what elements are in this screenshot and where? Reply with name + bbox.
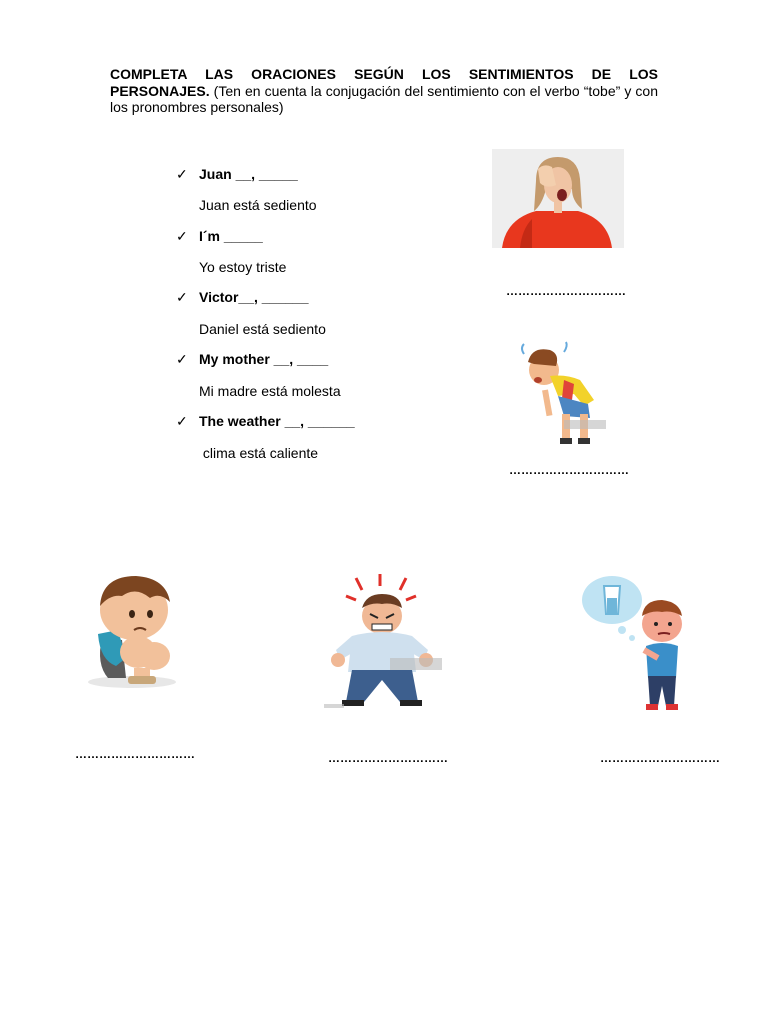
check-icon: ✓ — [176, 228, 188, 244]
answer-line: ………………………… — [509, 463, 629, 477]
item-prompt: My mother __, ____ — [199, 351, 329, 367]
instructions — [110, 66, 658, 116]
item-prompt: Victor__, ______ — [199, 289, 309, 305]
check-icon: ✓ — [176, 413, 188, 429]
exercise-item-3 — [176, 289, 309, 306]
item-prompt: Juan __, _____ — [199, 166, 298, 182]
item-translation: Mi madre está molesta — [199, 383, 341, 399]
item-prompt: I´m _____ — [199, 228, 263, 244]
tired-woman-photo-icon — [492, 149, 624, 248]
item-translation: Juan está sediento — [199, 197, 317, 213]
sad-boy-icon — [66, 568, 196, 692]
check-icon: ✓ — [176, 351, 188, 367]
item-prompt: The weather __, ______ — [199, 413, 355, 429]
answer-line: ………………………… — [506, 284, 626, 298]
exercise-item-2 — [176, 228, 263, 245]
exercise-item-4 — [176, 351, 328, 368]
angry-man-icon — [322, 572, 444, 712]
item-translation: Daniel está sediento — [199, 321, 326, 337]
check-icon: ✓ — [176, 289, 188, 305]
thirsty-boy-icon — [578, 574, 692, 712]
exercise-item-1 — [176, 166, 298, 183]
item-translation: clima está caliente — [199, 445, 319, 461]
answer-line: ………………………… — [328, 751, 448, 765]
instructions-title: COMPLETA LAS ORACIONES SEGÚN LOS SENTIMIENTOS DE LOS PERSONAJES. — [110, 66, 658, 99]
item-translation: Yo estoy triste — [199, 259, 287, 275]
answer-line: ………………………… — [75, 747, 195, 761]
instructions-note: (Ten en cuenta la conjugación del sentimiento con el verbo “tobe” y con los pronombres personales) — [110, 82, 658, 115]
sweating-boy-icon — [514, 340, 608, 450]
check-icon: ✓ — [176, 166, 188, 182]
answer-line: ………………………… — [600, 751, 720, 765]
exercise-item-5 — [176, 413, 355, 430]
